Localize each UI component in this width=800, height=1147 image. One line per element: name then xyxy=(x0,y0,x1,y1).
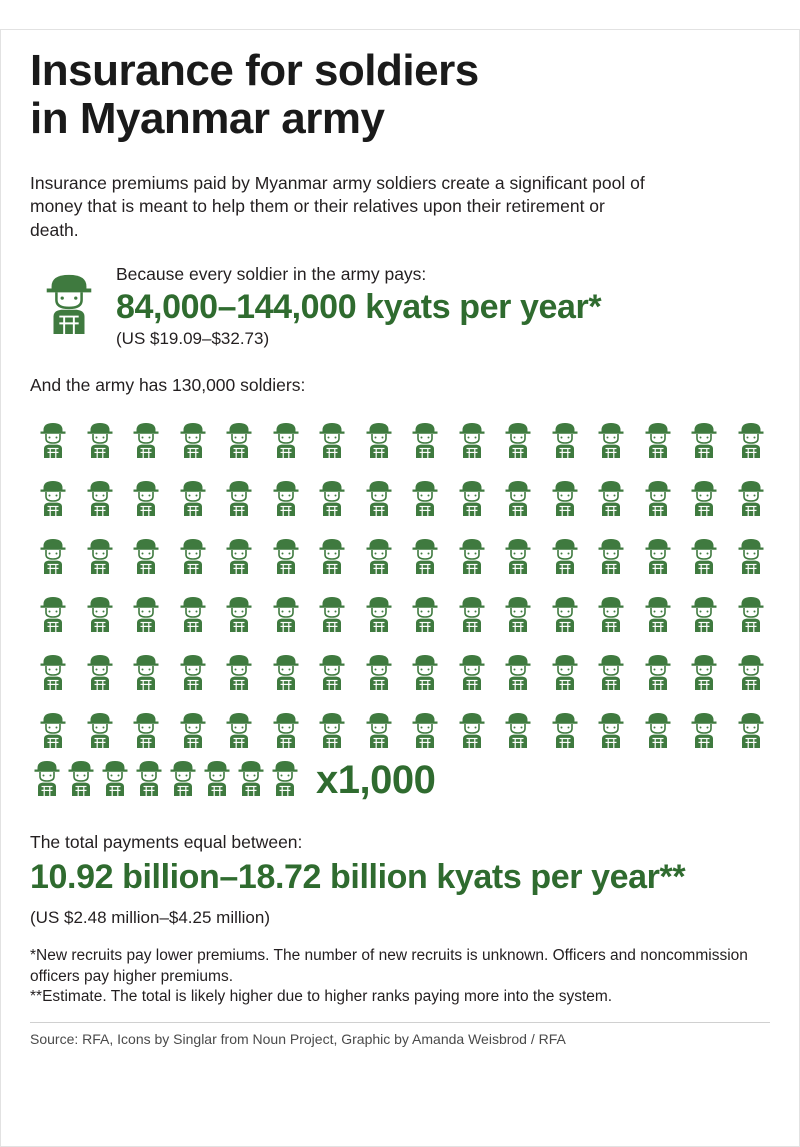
soldier-icon xyxy=(681,406,728,460)
soldier-icon xyxy=(309,638,356,692)
soldier-icon xyxy=(123,638,170,692)
soldier-icon xyxy=(356,580,403,634)
premium-usd: (US $19.09–$32.73) xyxy=(116,329,270,349)
soldier-icon xyxy=(216,406,263,460)
soldier-icon xyxy=(728,406,775,460)
soldier-icon xyxy=(30,580,77,634)
soldier-icon xyxy=(234,758,268,803)
total-usd: (US $2.48 million–$4.25 million) xyxy=(30,908,271,928)
soldier-icon xyxy=(588,638,635,692)
premium-text xyxy=(108,264,601,349)
soldier-icon xyxy=(77,580,124,634)
soldier-icon xyxy=(402,638,449,692)
soldier-icon xyxy=(263,406,310,460)
source-divider xyxy=(30,1022,770,1023)
soldier-icon xyxy=(681,580,728,634)
soldier-icon xyxy=(30,638,77,692)
soldier-icon xyxy=(309,522,356,576)
soldier-icon xyxy=(309,696,356,750)
soldier-icon xyxy=(263,696,310,750)
premium-block xyxy=(30,264,770,349)
soldier-icon xyxy=(268,758,302,803)
soldier-icon xyxy=(216,464,263,518)
soldier-icon xyxy=(495,638,542,692)
soldier-icon xyxy=(635,522,682,576)
soldier-icon xyxy=(123,522,170,576)
premium-lead: Because every soldier in the army pays: xyxy=(116,264,427,285)
soldier-icon xyxy=(216,638,263,692)
soldier-icon xyxy=(449,406,496,460)
intro-text: Insurance premiums paid by Myanmar army soldiers create a significant pool of money that is meant to help them or their relatives upon their retirement or death. xyxy=(30,172,645,240)
soldier-icon xyxy=(635,580,682,634)
soldier-icon xyxy=(542,580,589,634)
soldier-icon xyxy=(728,638,775,692)
soldier-icon xyxy=(30,264,108,343)
soldier-icon xyxy=(123,406,170,460)
soldier-icon xyxy=(263,522,310,576)
soldier-icon xyxy=(728,580,775,634)
footnote-2: **Estimate. The total is likely higher due to higher ranks paying more into the system. xyxy=(30,988,613,1006)
soldier-icon xyxy=(263,464,310,518)
army-lead: And the army has 130,000 soldiers: xyxy=(30,375,306,396)
soldier-icon xyxy=(542,464,589,518)
soldier-icon xyxy=(402,406,449,460)
soldier-icon xyxy=(98,758,132,803)
soldier-icon xyxy=(449,580,496,634)
soldier-icon xyxy=(77,464,124,518)
soldier-icon xyxy=(588,696,635,750)
soldier-icon xyxy=(356,522,403,576)
soldier-icon xyxy=(77,696,124,750)
soldier-icon xyxy=(309,406,356,460)
pictogram-row xyxy=(30,518,772,576)
soldier-icon xyxy=(263,638,310,692)
soldier-icon xyxy=(356,464,403,518)
soldier-icon xyxy=(30,406,77,460)
soldier-icon xyxy=(588,580,635,634)
soldier-icon xyxy=(216,522,263,576)
soldier-icon xyxy=(588,522,635,576)
soldier-icon xyxy=(30,758,64,803)
pictogram-grid xyxy=(30,402,772,810)
soldier-icon xyxy=(356,696,403,750)
soldier-icon xyxy=(402,464,449,518)
pictogram-row xyxy=(30,750,772,810)
soldier-icon xyxy=(495,696,542,750)
soldier-icon xyxy=(681,464,728,518)
title-line-1: Insurance for soldiers xyxy=(30,46,479,96)
soldier-icon xyxy=(635,406,682,460)
infographic-page xyxy=(0,29,800,1147)
total-amount: 10.92 billion–18.72 billion kyats per year** xyxy=(30,858,686,897)
soldier-icon xyxy=(449,638,496,692)
soldier-icon xyxy=(728,522,775,576)
multiplier-label: x1,000 xyxy=(316,758,436,803)
soldier-icon xyxy=(170,696,217,750)
soldier-icon xyxy=(402,522,449,576)
soldier-icon xyxy=(170,522,217,576)
soldier-icon xyxy=(681,522,728,576)
soldier-icon xyxy=(681,638,728,692)
footnotes xyxy=(30,946,760,1007)
soldier-icon xyxy=(263,580,310,634)
soldier-icon xyxy=(30,522,77,576)
soldier-icon xyxy=(495,464,542,518)
pictogram-row xyxy=(30,460,772,518)
soldier-icon xyxy=(402,580,449,634)
soldier-icon xyxy=(542,696,589,750)
soldier-icon xyxy=(64,758,98,803)
premium-amount: 84,000–144,000 kyats per year* xyxy=(116,288,602,327)
soldier-icon xyxy=(728,696,775,750)
total-lead: The total payments equal between: xyxy=(30,832,303,853)
soldier-icon xyxy=(635,464,682,518)
source-credit: Source: RFA, Icons by Singlar from Noun Project, Graphic by Amanda Weisbrod / RFA xyxy=(30,1030,566,1047)
soldier-icon xyxy=(542,406,589,460)
soldier-icon xyxy=(77,522,124,576)
soldier-icon xyxy=(588,464,635,518)
soldier-icon xyxy=(449,696,496,750)
soldier-icon xyxy=(542,522,589,576)
soldier-icon xyxy=(309,464,356,518)
soldier-icon xyxy=(132,758,166,803)
soldier-icon xyxy=(30,696,77,750)
pictogram-row xyxy=(30,634,772,692)
soldier-icon xyxy=(402,696,449,750)
soldier-icon xyxy=(170,464,217,518)
soldier-icon xyxy=(170,580,217,634)
footnote-1: *New recruits pay lower premiums. The number of new recruits is unknown. Officers and noncommission officers pay higher premiums. xyxy=(30,947,748,985)
soldier-icon xyxy=(170,406,217,460)
soldier-icon xyxy=(123,696,170,750)
soldier-icon xyxy=(309,580,356,634)
soldier-icon xyxy=(681,696,728,750)
soldier-icon xyxy=(495,406,542,460)
soldier-icon xyxy=(635,638,682,692)
soldier-icon xyxy=(216,696,263,750)
soldier-icon xyxy=(449,464,496,518)
soldier-icon xyxy=(635,696,682,750)
soldier-icon xyxy=(166,758,200,803)
title-line-2: in Myanmar army xyxy=(30,93,385,143)
soldier-icon xyxy=(449,522,496,576)
soldier-icon xyxy=(170,638,217,692)
soldier-icon xyxy=(495,522,542,576)
soldier-icon xyxy=(356,638,403,692)
pictogram-row xyxy=(30,402,772,460)
soldier-icon xyxy=(728,464,775,518)
soldier-icon xyxy=(542,638,589,692)
soldier-icon xyxy=(216,580,263,634)
soldier-icon xyxy=(77,638,124,692)
soldier-icon xyxy=(588,406,635,460)
soldier-icon xyxy=(30,464,77,518)
soldier-icon xyxy=(123,580,170,634)
soldier-icon xyxy=(495,580,542,634)
page-title xyxy=(30,29,770,142)
soldier-icon xyxy=(77,406,124,460)
pictogram-row xyxy=(30,692,772,750)
soldier-icon xyxy=(123,464,170,518)
pictogram-row xyxy=(30,576,772,634)
soldier-icon xyxy=(200,758,234,803)
soldier-icon xyxy=(356,406,403,460)
